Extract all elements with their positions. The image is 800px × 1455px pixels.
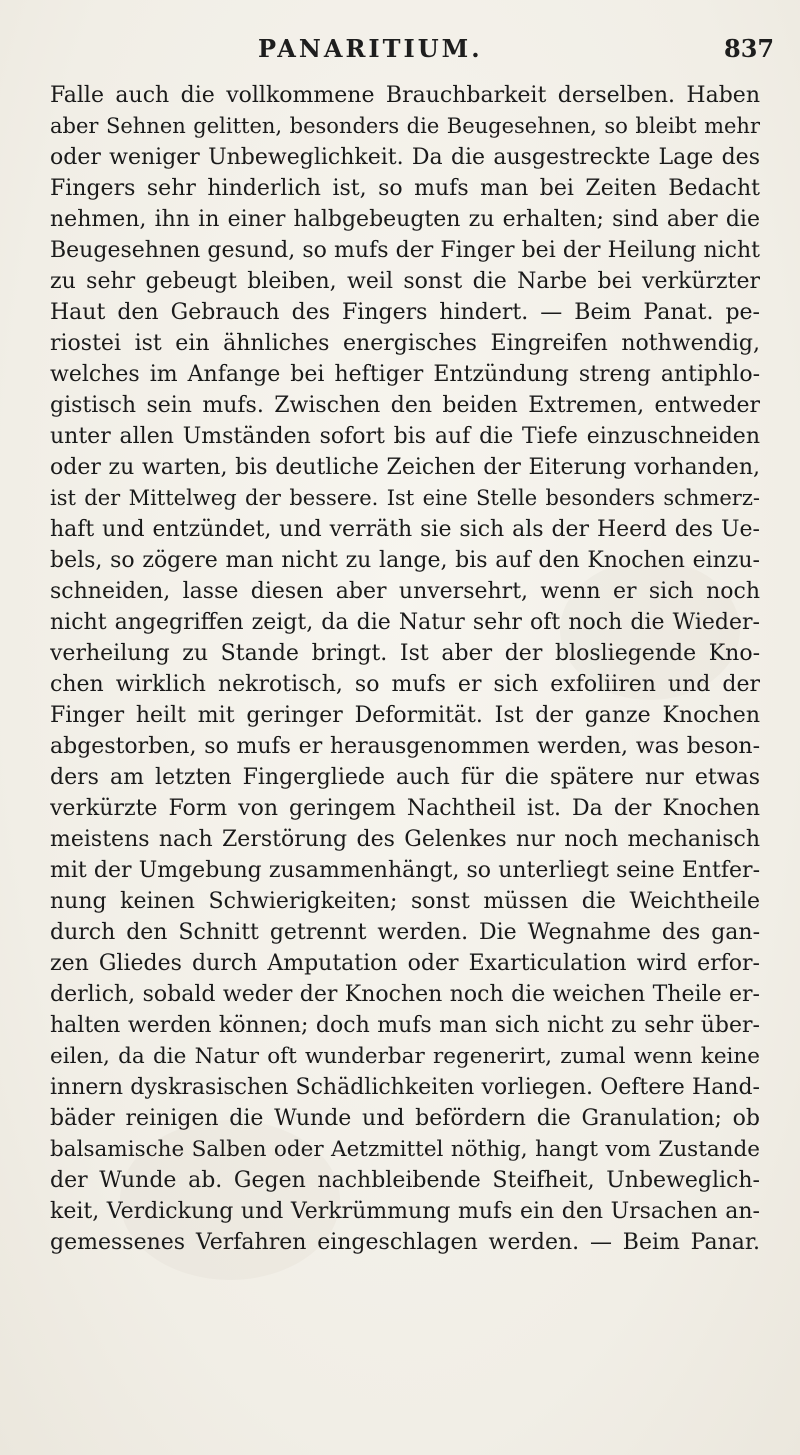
text-line: nehmen, ihn in einer halbgebeugten zu erhalten; sind aber die (50, 207, 760, 232)
text-line: keit, Verdickung und Verkrümmung mufs ein den Ursachen an- (50, 1199, 760, 1224)
running-title: PANARITIUM. (258, 34, 483, 63)
text-line: chen wirklich nekrotisch, so mufs er sich exfoliiren und der (50, 672, 760, 697)
text-line: zu sehr gebeugt bleiben, weil sonst die Narbe bei verkürzter (50, 269, 760, 294)
text-line: derlich, sobald weder der Knochen noch die weichen Theile er- (50, 982, 760, 1007)
text-line: aber Sehnen gelitten, besonders die Beugesehnen, so bleibt mehr (50, 114, 760, 138)
text-line: unter allen Umständen sofort bis auf die Tiefe einzuschneiden (50, 424, 760, 449)
text-line: balsamische Salben oder Aetzmittel nöthig, hangt vom Zustande (50, 1137, 760, 1162)
text-line: zen Gliedes durch Amputation oder Exarticulation wird erfor- (50, 951, 760, 976)
text-line: Beugesehnen gesund, so mufs der Finger bei der Heilung nicht (50, 238, 760, 263)
text-line: nicht angegriffen zeigt, da die Natur sehr oft noch die Wieder- (50, 610, 760, 635)
text-line: welches im Anfange bei heftiger Entzündung streng antiphlo- (50, 362, 760, 387)
text-line: haft und entzündet, und verräth sie sich als der Heerd des Ue- (50, 517, 760, 542)
text-line: ders am letzten Fingergliede auch für die spätere nur etwas (50, 765, 760, 790)
text-line: bels, so zögere man nicht zu lange, bis auf den Knochen einzu- (50, 548, 760, 573)
text-line: eilen, da die Natur oft wunderbar regenerirt, zumal wenn keine (50, 1044, 760, 1069)
text-line: verkürzte Form von geringem Nachtheil ist. Da der Knochen (50, 796, 760, 821)
text-line: durch den Schnitt getrennt werden. Die Wegnahme des gan- (50, 920, 760, 945)
running-head (0, 34, 800, 74)
text-line: bäder reinigen die Wunde und befördern die Granulation; ob (50, 1106, 760, 1131)
text-line: abgestorben, so mufs er herausgenommen werden, was beson- (50, 734, 760, 759)
body-text (50, 80, 760, 1258)
text-line: oder zu warten, bis deutliche Zeichen der Eiterung vorhanden, (50, 455, 760, 480)
text-line: meistens nach Zerstörung des Gelenkes nur noch mechanisch (50, 827, 760, 852)
text-line: Finger heilt mit geringer Deformität. Ist der ganze Knochen (50, 703, 760, 728)
text-line: der Wunde ab. Gegen nachbleibende Steifheit, Unbeweglich- (50, 1168, 760, 1193)
text-line: oder weniger Unbeweglichkeit. Da die ausgestreckte Lage des (50, 145, 760, 170)
text-line: innern dyskrasischen Schädlichkeiten vorliegen. Oeftere Hand- (50, 1075, 760, 1100)
text-line: nung keinen Schwierigkeiten; sonst müssen die Weichtheile (50, 889, 760, 914)
text-line: verheilung zu Stande bringt. Ist aber der blosliegende Kno- (50, 641, 760, 666)
text-line: Haut den Gebrauch des Fingers hindert. — Beim Panat. pe- (50, 300, 760, 325)
text-line: halten werden können; doch mufs man sich nicht zu sehr über- (50, 1013, 760, 1038)
text-line: gemessenes Verfahren eingeschlagen werden. — Beim Panar. (50, 1230, 760, 1255)
text-line: ist der Mittelweg der bessere. Ist eine Stelle besonders schmerz- (50, 486, 760, 510)
text-line: Fingers sehr hinderlich ist, so mufs man bei Zeiten Bedacht (50, 176, 760, 201)
page-number: 837 (724, 34, 775, 63)
text-line: schneiden, lasse diesen aber unversehrt, wenn er sich noch (50, 579, 760, 604)
text-line: gistisch sein mufs. Zwischen den beiden Extremen, entweder (50, 393, 760, 418)
text-line: Falle auch die vollkommene Brauchbarkeit derselben. Haben (50, 83, 760, 108)
text-line: mit der Umgebung zusammenhängt, so unterliegt seine Entfer- (50, 858, 760, 883)
text-line: riostei ist ein ähnliches energisches Eingreifen nothwendig, (50, 331, 760, 356)
